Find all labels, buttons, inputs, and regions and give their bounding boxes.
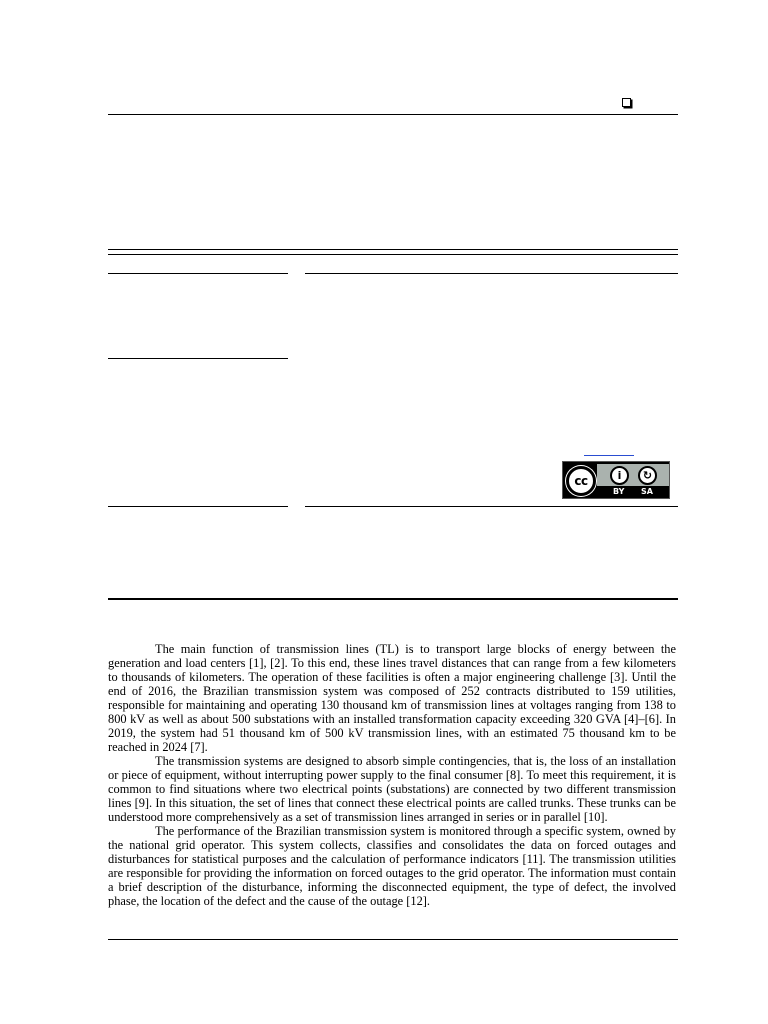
cc-by-sa-license-badge[interactable]	[562, 461, 670, 499]
share-alike-icon: ↻	[638, 466, 657, 485]
by-label: BY	[613, 487, 625, 496]
sa-label: SA	[641, 487, 653, 496]
license-link[interactable]	[584, 455, 634, 456]
left-column-bottom-rule	[108, 506, 288, 507]
introduction-body	[108, 642, 676, 908]
paragraph: The transmission systems are designed to absorb simple contingencies, that is, the loss of an installation or piece of equipment, without interrupting power supply to the final consumer [8]. To meet this requirement, it is common to find situations where two electrical points (substations) are connected by two different transmission lines [9]. In this situation, the set of lines that connect these electrical points are called trunks. These trunks can be understood more comprehensively as a set of transmission lines arranged in series or in parallel [10].	[108, 754, 676, 824]
abstract-bottom-rule	[108, 598, 678, 600]
right-column-top-rule	[305, 273, 678, 274]
attribution-icon: i	[610, 466, 629, 485]
left-column-mid-rule	[108, 358, 288, 359]
paragraph: The main function of transmission lines (TL) is to transport large blocks of energy between the generation and load centers [1], [2]. To this end, these lines travel distances that can range from a few kilometers to thousands of kilometers. The operation of these facilities is often a major engineering challenge [3]. Until the end of 2016, the Brazilian transmission system was composed of 252 contracts distributed to 159 utilities, responsible for maintaining and operating 130 thousand km of transmission lines at voltages ranging from 138 to 800 kV as well as about 500 substations with an installed transformation capacity exceeding 320 GVA [4]–[6]. In 2019, the system had 51 thousand km of 500 kV transmission lines, with an estimated 75 thousand km to be reached in 2024 [7].	[108, 642, 676, 754]
right-column-bottom-rule	[305, 506, 678, 507]
title-double-rule	[108, 249, 678, 255]
badge-icon-band	[597, 464, 669, 486]
checkbox-icon[interactable]	[622, 98, 631, 107]
creative-commons-icon: cc	[566, 466, 596, 496]
footer-rule	[108, 939, 678, 940]
paragraph: The performance of the Brazilian transmission system is monitored through a specific system, owned by the national grid operator. This system collects, classifies and consolidates the data on forced outages and disturbances for statistical purposes and the calculation of performance indicators [11]. The transmission utilities are responsible for providing the information on forced outages to the grid operator. The information must contain a brief description of the disturbance, informing the disconnected equipment, the type of defect, the involved phase, the location of the defect and the cause of the outage [12].	[108, 824, 676, 908]
header-rule	[108, 114, 678, 115]
left-column-top-rule	[108, 273, 288, 274]
